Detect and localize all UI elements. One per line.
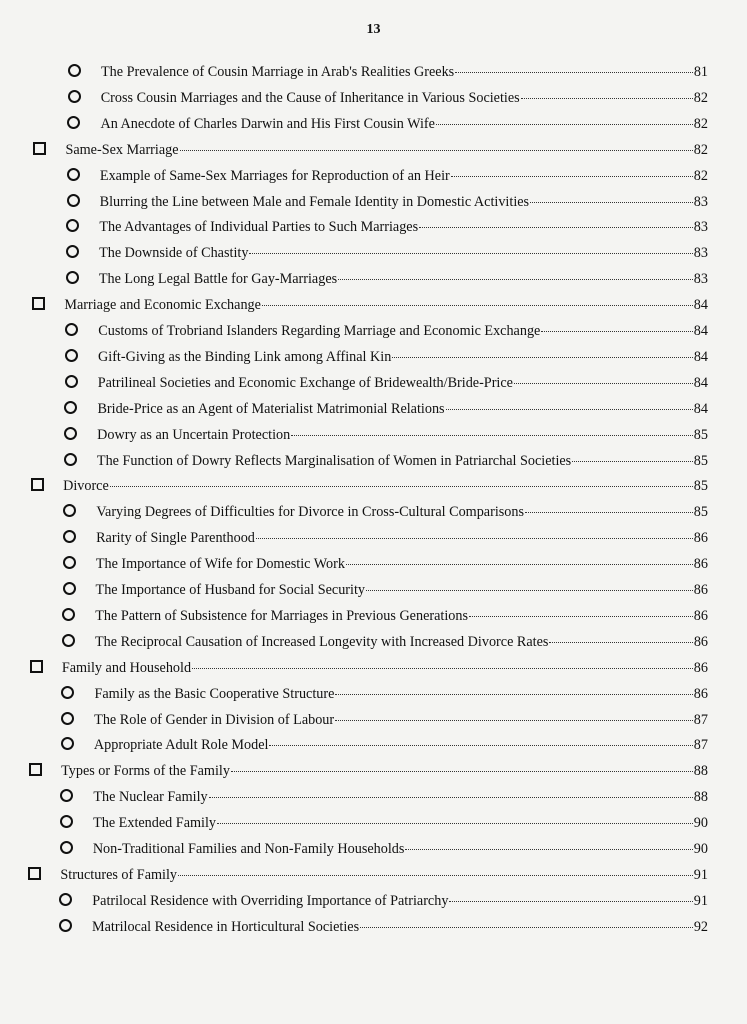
toc-entry-page-number: 86 [693,607,708,624]
toc-subsection-entry [62,607,708,625]
toc-entry-title: Marriage and Economic Exchange [64,297,261,314]
toc-entry-page-number: 87 [693,711,708,728]
toc-entry-title: Non-Traditional Families and Non-Family Households [92,841,405,857]
toc-entry-page-number: 82 [693,167,708,184]
toc-entry-title: The Extended Family [93,815,217,832]
toc-entry-title: Types or Forms of the Family [61,763,230,780]
dot-leader [231,771,693,772]
toc-entry-page-number: 88 [693,763,708,780]
toc-subsection-entry [66,218,708,236]
toc-subsection-entry [61,685,708,703]
toc-entry-title: The Long Legal Battle for Gay-Marriages [98,271,338,288]
dot-leader [455,72,693,73]
square-bullet-icon [29,763,42,776]
dot-leader [335,694,692,695]
circle-bullet-icon [66,245,79,258]
square-bullet-icon [31,478,44,491]
dot-leader [338,279,693,280]
toc-entry-title: Dowry as an Uncertain Protection [97,426,291,443]
toc-entry-title: Customs of Trobriand Islanders Regarding Marriage and Economic Exchange [98,323,541,339]
circle-bullet-icon [61,712,74,725]
toc-entry-title: Family as the Basic Cooperative Structure [94,685,335,702]
circle-bullet-icon [66,219,79,232]
circle-bullet-icon [62,608,75,621]
circle-bullet-icon [64,427,77,440]
dot-leader [405,849,692,850]
toc-entry-page-number: 86 [693,633,708,650]
toc-entry-page-number: 86 [693,530,708,547]
dot-leader [521,98,693,99]
toc-entry-page-number: 81 [693,64,708,80]
toc-entry-title: Patrilocal Residence with Overriding Importance of Patriarchy [92,892,449,909]
toc-subsection-entry [62,633,708,651]
toc-section-entry [30,659,708,677]
circle-bullet-icon [65,375,78,388]
toc-entry-page-number: 82 [693,115,708,132]
toc-section-entry [32,296,708,314]
toc-entry-title: The Advantages of Individual Parties to Such Marriages [99,219,419,236]
circle-bullet-icon [64,401,77,414]
circle-bullet-icon [64,453,77,466]
dot-leader [192,668,693,669]
square-bullet-icon [32,297,45,310]
toc-entry-title: The Nuclear Family [93,789,208,806]
circle-bullet-icon [62,634,75,647]
toc-entry-page-number: 84 [693,323,708,339]
toc-subsection-entry [67,167,708,185]
dot-leader [178,875,693,876]
circle-bullet-icon [67,194,80,207]
dot-leader [346,564,693,565]
toc-entry-title: Blurring the Line between Male and Female Identity in Domestic Activities [99,193,530,210]
toc-subsection-entry [67,115,708,133]
circle-bullet-icon [66,271,79,284]
toc-entry-page-number: 85 [693,478,708,495]
dot-leader [180,150,693,151]
dot-leader [530,202,693,203]
circle-bullet-icon [67,168,80,181]
dot-leader [514,383,693,384]
circle-bullet-icon [63,504,76,517]
toc-subsection-entry [65,374,708,392]
toc-entry-page-number: 90 [693,841,708,857]
toc-entry-title: The Downside of Chastity [99,245,249,262]
toc-entry-title: Example of Same-Sex Marriages for Reproduction of an Heir [99,167,450,184]
toc-entry-title: The Prevalence of Cousin Marriage in Arab's Realities Greeks [101,64,455,80]
circle-bullet-icon [61,686,74,699]
dot-leader [469,616,693,617]
toc-entry-title: An Anecdote of Charles Darwin and His First Cousin Wife [100,115,435,132]
toc-entry-title: The Pattern of Subsistence for Marriages in Previous Generations [95,607,468,624]
toc-subsection-entry [63,529,708,547]
toc-entry-title: Cross Cousin Marriages and the Cause of Inheritance in Various Societies [100,89,520,106]
toc-subsection-entry [65,348,708,366]
toc-entry-page-number: 83 [693,219,708,236]
toc-entry-title: Divorce [63,478,109,495]
dot-leader [262,305,693,306]
toc-entry-page-number: 84 [693,348,708,365]
circle-bullet-icon [60,815,73,828]
toc-subsection-entry [63,581,708,599]
circle-bullet-icon [61,737,74,750]
toc-entry-title: Appropriate Adult Role Model [93,737,269,754]
toc-subsection-entry [61,711,708,729]
toc-entry-page-number: 84 [693,374,708,391]
toc-entry-page-number: 85 [693,452,708,469]
toc-entry-title: The Role of Gender in Division of Labour [94,711,335,728]
toc-entry-page-number: 85 [693,504,708,521]
toc-entry-page-number: 86 [693,685,708,702]
toc-subsection-entry [68,89,708,107]
circle-bullet-icon [63,556,76,569]
dot-leader [525,512,693,513]
toc-entry-page-number: 82 [693,89,708,106]
toc-entry-page-number: 83 [693,245,708,262]
toc-subsection-entry [60,788,708,806]
toc-entry-title: The Reciprocal Causation of Increased Longevity with Increased Divorce Rates [95,633,549,650]
dot-leader [256,538,693,539]
toc-entry-page-number: 91 [693,866,708,883]
toc-entry-page-number: 86 [693,556,708,573]
circle-bullet-icon [68,90,81,103]
toc-entry-page-number: 90 [693,815,708,832]
toc-entry-title: Gift-Giving as the Binding Link among Affinal Kin [98,348,392,365]
dot-leader [209,797,693,798]
toc-subsection-entry [68,63,708,81]
toc-subsection-entry [59,892,708,910]
toc-subsection-entry [67,193,708,211]
toc-subsection-entry [64,426,708,444]
dot-leader [451,176,693,177]
toc-entry-title: The Importance of Wife for Domestic Work [95,556,345,573]
dot-leader [269,745,692,746]
dot-leader [446,409,693,410]
toc-subsection-entry [60,840,708,858]
toc-subsection-entry [66,244,708,262]
circle-bullet-icon [63,582,76,595]
toc-entry-page-number: 87 [693,737,708,754]
dot-leader [419,227,693,228]
dot-leader [110,486,693,487]
toc-section-entry [31,477,708,495]
toc-entry-page-number: 84 [693,297,708,314]
toc-subsection-entry [64,400,708,418]
square-bullet-icon [28,867,41,880]
dot-leader [572,461,693,462]
toc-section-entry [33,141,708,159]
circle-bullet-icon [63,530,76,543]
toc-entry-page-number: 84 [693,400,708,417]
toc-entry-page-number: 88 [693,789,708,806]
circle-bullet-icon [60,789,73,802]
toc-entry-title: Family and Household [61,659,192,676]
toc-entry-page-number: 91 [693,892,708,909]
toc-section-entry [28,866,708,884]
page-number: 13 [366,22,381,37]
toc-entry-page-number: 82 [693,141,708,158]
dot-leader [249,253,692,254]
toc-entry-title: Varying Degrees of Difficulties for Divorce in Cross-Cultural Comparisons [96,504,524,521]
circle-bullet-icon [67,116,80,129]
toc-entry-title: The Importance of Husband for Social Security [95,582,366,598]
toc-entry-page-number: 83 [693,193,708,210]
toc-entry-title: Same-Sex Marriage [65,141,179,158]
dot-leader [217,823,693,824]
toc-entry-page-number: 83 [693,271,708,288]
square-bullet-icon [30,660,43,673]
dot-leader [291,435,693,436]
dot-leader [335,720,693,721]
toc-entry-page-number: 86 [693,582,708,598]
toc-subsection-entry [63,555,708,573]
toc-subsection-entry [61,736,708,754]
dot-leader [541,331,692,332]
circle-bullet-icon [59,893,72,906]
circle-bullet-icon [65,349,78,362]
toc-entry-title: Matrilocal Residence in Horticultural Societies [92,918,360,935]
toc-subsection-entry [59,918,708,936]
square-bullet-icon [33,142,46,155]
toc-subsection-entry [65,322,708,340]
toc-entry-title: Patrilineal Societies and Economic Exchange of Bridewealth/Bride-Price [97,374,513,391]
toc-section-entry [29,762,708,780]
toc-subsection-entry [63,503,708,521]
dot-leader [392,357,693,358]
toc-entry-title: Bride-Price as an Agent of Materialist Matrimonial Relations [97,400,445,417]
toc-subsection-entry [66,270,708,288]
circle-bullet-icon [65,323,78,336]
dot-leader [366,590,693,591]
dot-leader [436,124,693,125]
toc-entry-title: The Function of Dowry Reflects Marginalisation of Women in Patriarchal Societies [96,452,572,469]
toc-entry-page-number: 92 [693,918,708,935]
toc-entry-title: Rarity of Single Parenthood [96,530,255,547]
circle-bullet-icon [59,919,72,932]
toc-subsection-entry [60,814,708,832]
toc-entry-page-number: 86 [693,659,708,676]
circle-bullet-icon [60,841,73,854]
toc-entry-title: Structures of Family [60,866,177,883]
dot-leader [549,642,692,643]
circle-bullet-icon [68,64,81,77]
toc-entry-page-number: 85 [693,426,708,443]
dot-leader [360,927,693,928]
toc-subsection-entry [64,452,708,470]
dot-leader [449,901,692,902]
